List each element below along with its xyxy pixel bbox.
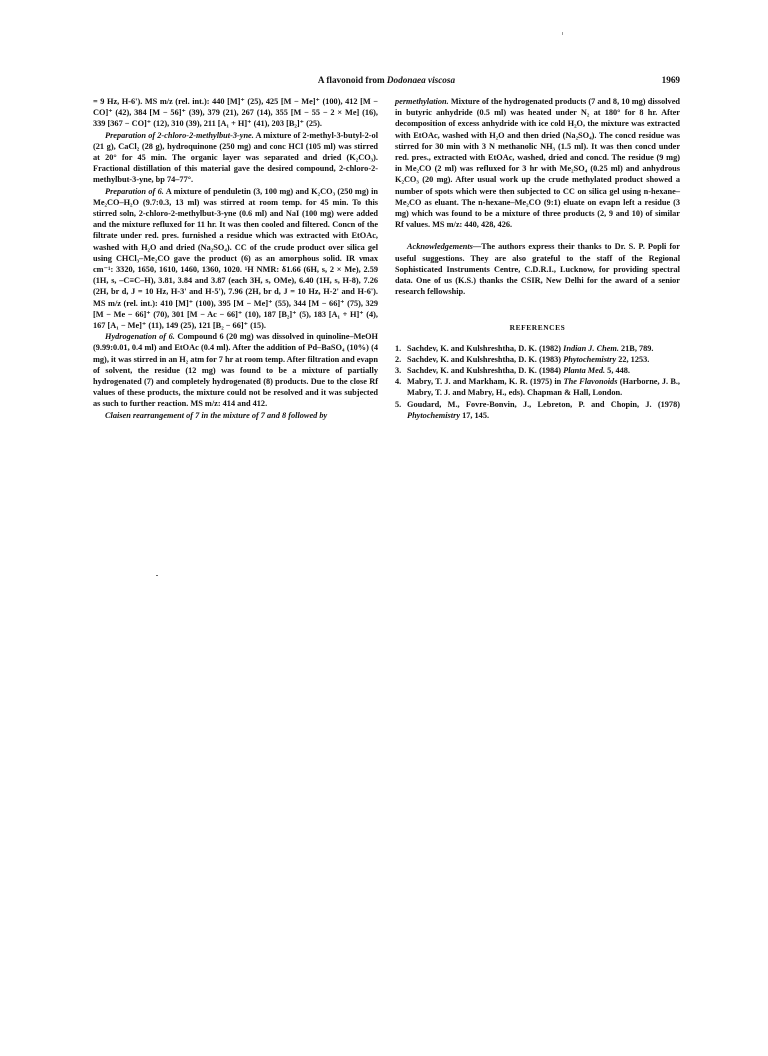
reference-authors: Goudard, M., Fovre-Bonvin, J., Lebreton, P. and Chopin, J. (1978) <box>407 399 680 409</box>
running-header <box>93 75 680 89</box>
references-heading: REFERENCES <box>509 323 566 333</box>
reference-volume: 21B, 789. <box>618 343 654 353</box>
reference-number: 5. <box>395 399 402 409</box>
reference-number: 1. <box>395 343 402 353</box>
reference-item <box>395 365 680 376</box>
acknowledgements-heading: Acknowledgements <box>407 242 473 252</box>
reference-authors: Sachdev, K. and Kulshreshtha, D. K. (1983) <box>407 354 564 364</box>
left-column <box>93 96 378 421</box>
reference-authors: Sachdev, K. and Kulshreshtha, D. K. (1982) <box>407 343 564 353</box>
paragraph-body: A mixture of penduletin (3, 100 mg) and K₂CO₃ (250 mg) in Me₂CO–H₂O (9.7:0.3, 13 ml) was stirred at room temp. for 45 min. To this stirred soln, 2-chloro-2-methylbut-3-yne (0.6 ml) and NaI (100 mg) were added and the mixture refluxed for 11 hr. It was then cooled and filtered. Concn of the filtrate under red. pres. furnished a residue which was extracted with EtOAc, washed with H₂O and dried (Na₂SO₄). CC of the crude product over silica gel using CHCl₃–Me₂CO gave the product (6) as an amorphous solid. IR νmax cm⁻¹: 3320, 1650, 1610, 1460, 1360, 1020. ¹H NMR: δ1.66 (6H, s, 2 × Me), 2.59 (1H, s, –C≡C–H), 3.81, 3.84 and 3.87 (each 3H, s, OMe), 6.40 (1H, s, H-8), 7.26 (2H, br d, J = 10 Hz, H-3' and H-5'), 7.96 (2H, br d, J = 10 Hz, H-2' and H-6'). MS m/z (rel. int.): 410 [M]⁺ (100), 395 [M − Me]⁺ (55), 344 [M − 66]⁺ (75), 329 [M − Me − 66]⁺ (70), 301 [M − Ac − 66]⁺ (10), 187 [B₂]⁺ (5), 183 [A₁ + H]⁺ (4), 167 [A₁ − Me]⁺ (11), 149 (25), 121 [B₂ − 66]⁺ (15). <box>93 186 378 331</box>
preparation-chloro-paragraph <box>93 130 378 186</box>
scan-speck <box>156 575 158 576</box>
references-list <box>395 343 680 421</box>
paragraph-heading: Claisen rearrangement of 7 in the mixture of 7 and 8 followed by <box>105 410 328 420</box>
reference-volume: (Harborne, J. B., Mabry, T. J. and Mabry, H., eds). Chapman & Hall, London. <box>407 377 681 398</box>
paragraph-heading: Preparation of 6. <box>105 186 164 196</box>
reference-item <box>395 343 680 354</box>
reference-journal: Indian J. Chem. <box>563 343 619 353</box>
ms-data-paragraph: = 9 Hz, H-6'). MS m/z (rel. int.): 440 [M]⁺ (25), 425 [M − Me]⁺ (100), 412 [M − CO]⁺ (42), 384 [M − 56]⁺ (39), 379 (21), 267 (14), 355 [M − 55 − 2 × Me] (16), 339 [367 − CO]⁺ (12), 310 (39), 211 [A₁ + H]⁺ (41), 203 [B₂]⁺ (25). <box>93 97 378 129</box>
reference-volume: 22, 1253. <box>616 354 650 364</box>
right-column <box>395 96 680 421</box>
reference-number: 4. <box>395 377 402 387</box>
paragraph-body: Mixture of the hydrogenated products (7 and 8, 10 mg) dissolved in butyric anhydride (0.5 ml) was heated under N₂ at 180° for 8 hr. After decomposition of excess anhydride with ice cold H₂O, the mixture was extracted with EtOAc, washed with H₂O and then dried (Na₂SO₄). The concd residue was stirred for 30 min with 3 N methanolic NH₃ (1.5 ml). It was then concd under red. pres., extracted with EtOAc, washed, dried and concd. The residue (9 mg) in Me₂CO (2 ml) was refluxed for 3 hr with Me₂SO₄ (0.25 ml) and anhydrous K₂CO₃ (20 mg). After usual work up the crude methylated product showed a number of spots which were then subjected to CC on silica gel using n-hexane–Me₂CO as eluant. The n-hexane–Me₂CO (9:1) eluate on evapn left a residue (3 mg) which was found to be a mixture of three products (2, 9 and 10) of similar Rf values. MS m/z: 440, 428, 426. <box>395 97 680 230</box>
claisen-heading-paragraph <box>93 410 378 421</box>
reference-item <box>395 376 680 398</box>
page-number: 1969 <box>661 75 680 85</box>
acknowledgements-paragraph <box>395 241 680 297</box>
reference-number: 3. <box>395 366 402 376</box>
reference-volume: 17, 145. <box>460 410 490 420</box>
permethylation-paragraph <box>395 96 680 230</box>
paragraph-heading: Hydrogenation of 6. <box>105 332 175 342</box>
running-title <box>93 75 680 85</box>
paragraph-body: A mixture of 2-methyl-3-butyl-2-ol (21 g), CaCl₂ (28 g), hydroquinone (250 mg) and conc HCl (105 ml) was stirred at 20° for 45 min. The organic layer was separated and dried (K₂CO₃). Fractional distillation of this material gave the desired compound, 2-chloro-2-methylbut-3-yne, bp 74–77°. <box>93 130 379 185</box>
preparation-6-paragraph <box>93 186 378 332</box>
reference-volume: 5, 448. <box>605 366 630 376</box>
reference-authors: Sachdev, K. and Kulshreshtha, D. K. (1984) <box>407 366 564 376</box>
reference-authors: Mabry, T. J. and Markham, K. R. (1975) in <box>407 377 564 387</box>
paragraph-body: Compound 6 (20 mg) was dissolved in quinoline–MeOH (9.99:0.01, 0.4 ml) and EtOAc (0.4 ml). After the addition of Pd–BaSO₄ (10%) (4 mg), it was stirred in an H₂ atm for 7 hr at room temp. After filtration and evapn of solvent, the residue (12 mg) was found to be a mixture of partially hydrogenated (7) and completely hydrogenated (8) products. Due to the close Rf values of these products, the mixture could not be resolved and it was subjected as such to further reaction. MS m/z: 414 and 412. <box>93 332 378 409</box>
paragraph-heading: permethylation. <box>395 97 449 106</box>
reference-journal: Planta Med. <box>563 366 606 376</box>
reference-item <box>395 399 680 421</box>
reference-journal: Phytochemistry <box>563 354 617 364</box>
reference-number: 2. <box>395 354 402 364</box>
reference-journal: The Flavonoids <box>563 377 618 387</box>
acknowledgements-body: —The authors express their thanks to Dr. S. P. Popli for useful suggestions. They are also grateful to the staff of the Regional Sophisticated Instruments Centre, C.D.R.I., Lucknow, for providing spectral data. One of us (K.S.) thanks the CSIR, New Delhi for the award of a senior research fellowship. <box>395 242 680 297</box>
running-title-species: Dodonaea viscosa <box>386 75 456 85</box>
running-title-text: A flavonoid from <box>317 75 387 85</box>
hydrogenation-paragraph <box>93 331 378 409</box>
scan-speck <box>562 32 563 35</box>
paragraph-heading: Preparation of 2-chloro-2-methylbut-3-yne. <box>105 130 254 140</box>
reference-journal: Phytochemistry <box>407 410 461 420</box>
reference-item <box>395 354 680 365</box>
